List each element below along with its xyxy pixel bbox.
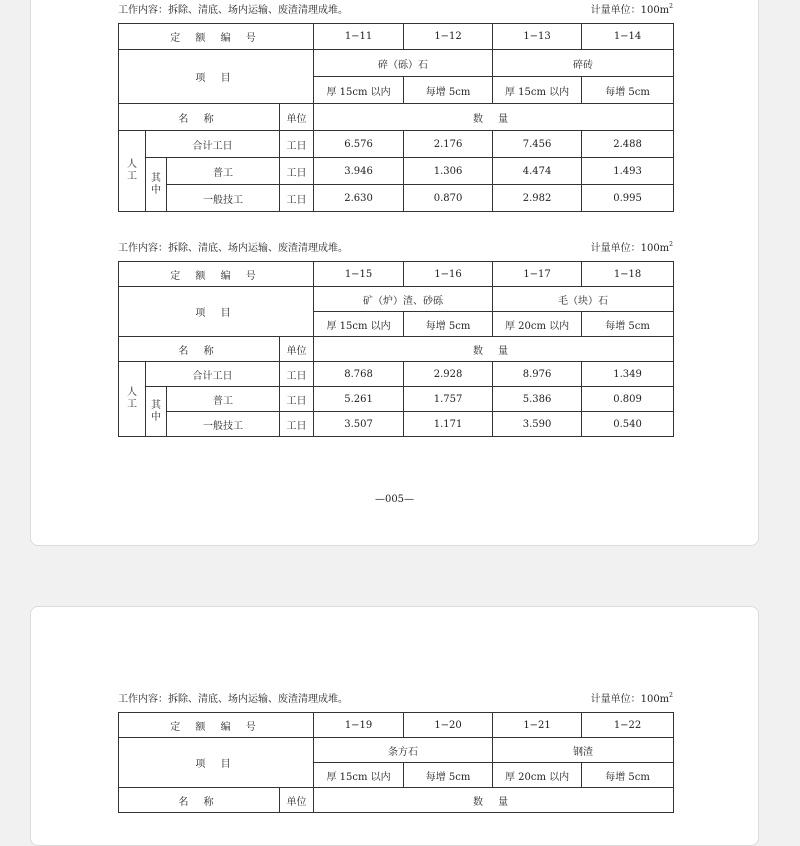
row-label-skilled: 一般技工: [167, 185, 280, 212]
unit-label: 单位: [280, 104, 314, 131]
quota-number-label: 定 额 编 号: [119, 262, 314, 287]
work-content: 工作内容：拆除、清底、场内运输、废渣清理成堆。: [118, 694, 348, 705]
material-header: 矿（炉）渣、砂砾: [314, 287, 493, 312]
quantity-label: 数 量: [314, 104, 674, 131]
value-cell: 0.870: [404, 185, 493, 212]
value-cell: 2.928: [404, 362, 493, 387]
material-header: 碎砖: [493, 50, 674, 77]
spec-cell: 每增 5cm: [582, 77, 674, 104]
value-cell: 1.757: [404, 387, 493, 412]
quota-table-1: [118, 23, 674, 212]
page-number: —005—: [374, 494, 415, 505]
value-cell: 3.507: [314, 412, 404, 437]
quantity-label: 数 量: [314, 337, 674, 362]
spec-cell: 厚 20cm 以内: [493, 312, 582, 337]
row-unit: 工日: [280, 412, 314, 437]
value-cell: 2.176: [404, 131, 493, 158]
material-header: 钢渣: [493, 738, 674, 763]
spec-cell: 厚 15cm 以内: [314, 312, 404, 337]
quota-number-label: 定 额 编 号: [119, 713, 314, 738]
measure-unit: 计量单位：$100m^2$: [590, 3, 673, 16]
quota-code: 1−11: [314, 24, 404, 50]
row-unit: 工日: [280, 362, 314, 387]
material-header: 碎（砾）石: [314, 50, 493, 77]
row-unit: 工日: [280, 131, 314, 158]
name-label: 名 称: [119, 337, 280, 362]
row-label-general: 普工: [167, 387, 280, 412]
spec-cell: 每增 5cm: [582, 763, 674, 788]
quota-code: 1−17: [493, 262, 582, 287]
quota-code: 1−21: [493, 713, 582, 738]
quota-code: 1−14: [582, 24, 674, 50]
name-label: 名 称: [119, 788, 280, 813]
item-label: 项 目: [119, 738, 314, 788]
spec-cell: 每增 5cm: [404, 312, 493, 337]
measure-unit: 计量单位：$100m^2$: [590, 241, 673, 254]
unit-label: 单位: [280, 337, 314, 362]
row-label-general: 普工: [167, 158, 280, 185]
spec-cell: 厚 20cm 以内: [493, 763, 582, 788]
value-cell: 4.474: [493, 158, 582, 185]
value-cell: 1.349: [582, 362, 674, 387]
value-cell: 8.976: [493, 362, 582, 387]
sub-group-label: 其 中: [146, 158, 167, 212]
unit-label: 单位: [280, 788, 314, 813]
value-cell: 2.982: [493, 185, 582, 212]
quota-code: 1−22: [582, 713, 674, 738]
value-cell: 1.493: [582, 158, 674, 185]
value-cell: 0.809: [582, 387, 674, 412]
table-3-caption: [118, 692, 673, 708]
value-cell: 5.261: [314, 387, 404, 412]
quota-number-label: 定 额 编 号: [119, 24, 314, 50]
quota-table-2: [118, 261, 674, 437]
quota-code: 1−19: [314, 713, 404, 738]
value-cell: 1.171: [404, 412, 493, 437]
value-cell: 2.488: [582, 131, 674, 158]
spec-cell: 每增 5cm: [404, 77, 493, 104]
value-cell: 7.456: [493, 131, 582, 158]
table-1-caption: [118, 3, 673, 19]
quota-code: 1−12: [404, 24, 493, 50]
row-unit: 工日: [280, 185, 314, 212]
value-cell: 2.630: [314, 185, 404, 212]
spec-cell: 厚 15cm 以内: [493, 77, 582, 104]
value-cell: 0.540: [582, 412, 674, 437]
row-label-skilled: 一般技工: [167, 412, 280, 437]
row-unit: 工日: [280, 387, 314, 412]
value-cell: 1.306: [404, 158, 493, 185]
quota-code: 1−20: [404, 713, 493, 738]
spec-cell: 每增 5cm: [404, 763, 493, 788]
spec-cell: 每增 5cm: [582, 312, 674, 337]
sub-group-label: 其 中: [146, 387, 167, 437]
quantity-label: 数 量: [314, 788, 674, 813]
row-label-total: 合计工日: [146, 362, 280, 387]
item-label: 项 目: [119, 50, 314, 104]
labor-group-label: 人 工: [119, 362, 146, 437]
value-cell: 6.576: [314, 131, 404, 158]
value-cell: 0.995: [582, 185, 674, 212]
material-header: 毛（块）石: [493, 287, 674, 312]
quota-table-3: [118, 712, 674, 813]
value-cell: 3.590: [493, 412, 582, 437]
work-content: 工作内容：拆除、清底、场内运输、废渣清理成堆。: [118, 243, 348, 254]
material-header: 条方石: [314, 738, 493, 763]
row-unit: 工日: [280, 158, 314, 185]
work-content: 工作内容：拆除、清底、场内运输、废渣清理成堆。: [118, 5, 348, 16]
item-label: 项 目: [119, 287, 314, 337]
name-label: 名 称: [119, 104, 280, 131]
table-2-caption: [118, 241, 673, 257]
measure-unit: 计量单位：$100m^2$: [590, 692, 673, 705]
value-cell: 8.768: [314, 362, 404, 387]
quota-code: 1−16: [404, 262, 493, 287]
quota-code: 1−15: [314, 262, 404, 287]
quota-code: 1−13: [493, 24, 582, 50]
spec-cell: 厚 15cm 以内: [314, 763, 404, 788]
labor-group-label: 人 工: [119, 131, 146, 212]
spec-cell: 厚 15cm 以内: [314, 77, 404, 104]
value-cell: 5.386: [493, 387, 582, 412]
row-label-total: 合计工日: [146, 131, 280, 158]
quota-code: 1−18: [582, 262, 674, 287]
value-cell: 3.946: [314, 158, 404, 185]
